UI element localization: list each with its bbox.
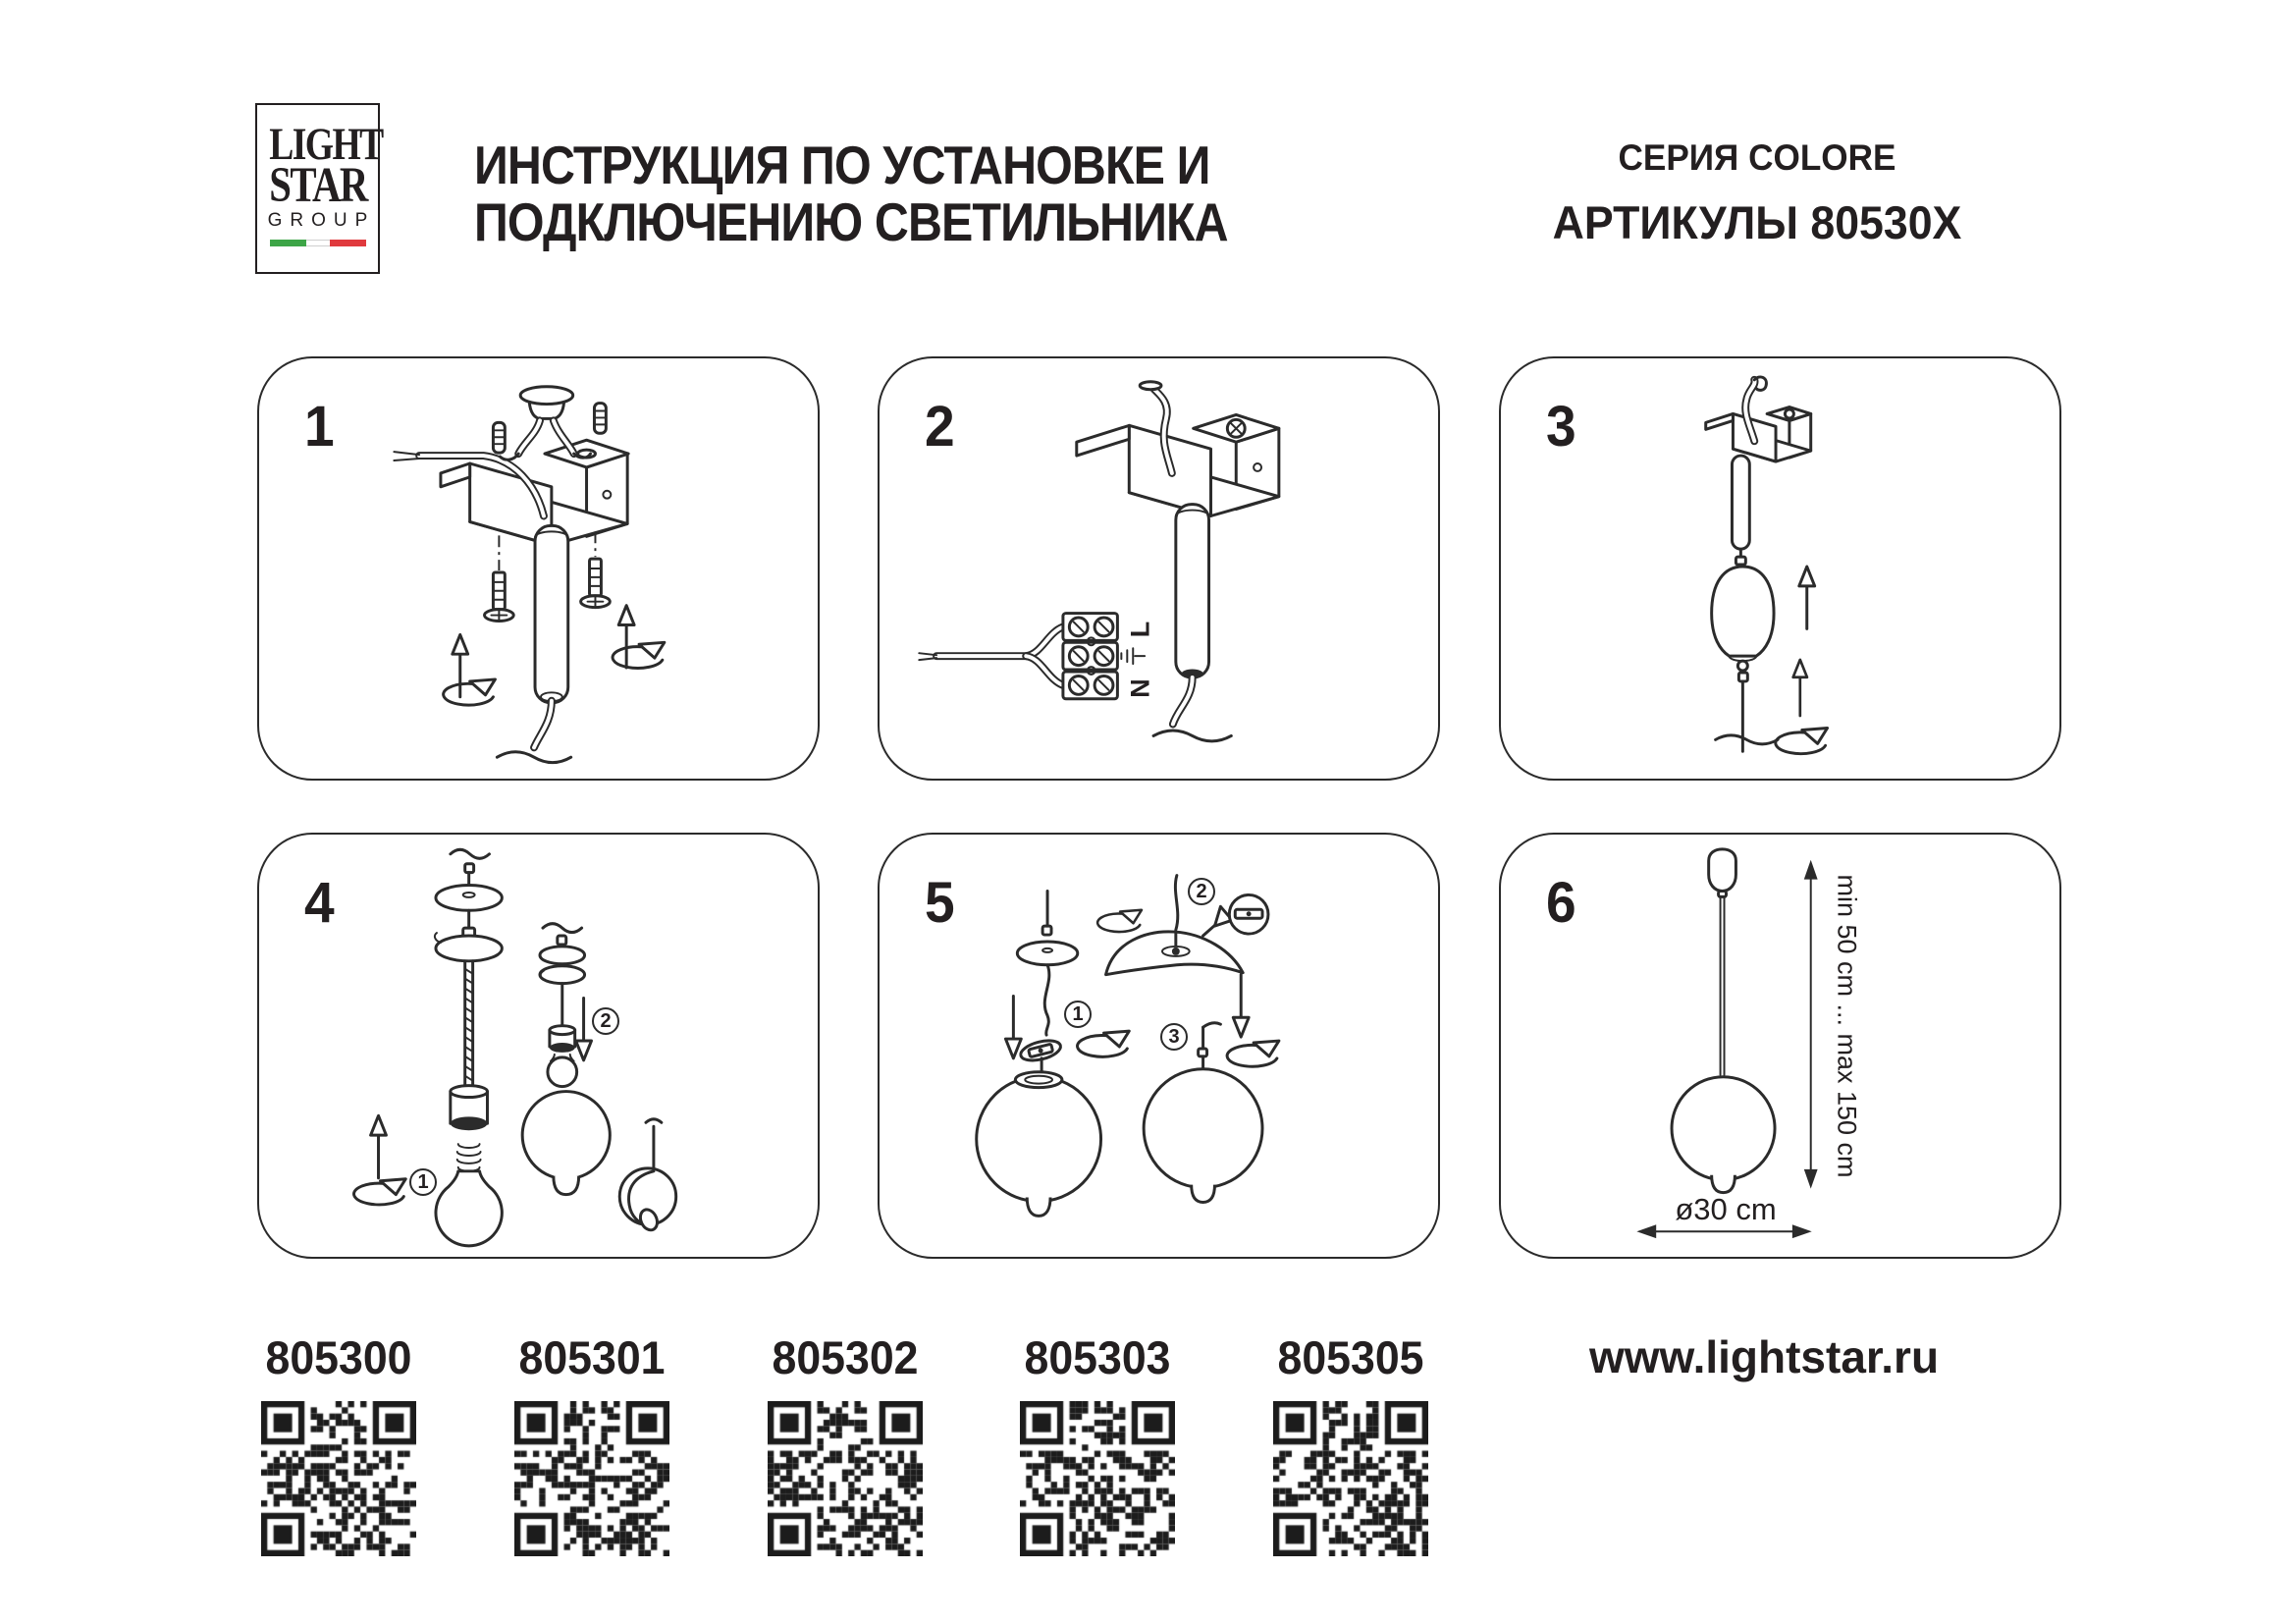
mounting-bracket-icon bbox=[1077, 414, 1279, 515]
globe-with-hook-icon bbox=[619, 1119, 675, 1233]
article-number-805300: 805300 bbox=[265, 1331, 412, 1383]
step-panel-2 bbox=[878, 356, 1440, 781]
terminal-label-l: L bbox=[1125, 621, 1155, 638]
lamp-socket-icon bbox=[550, 1026, 575, 1053]
ceiling-cup-icon bbox=[1709, 849, 1736, 897]
step-badge-2: 2 bbox=[592, 1007, 619, 1035]
step5-diagram bbox=[880, 835, 1438, 1257]
step-panel-4 bbox=[257, 833, 820, 1259]
up-arrow-icon bbox=[1793, 567, 1815, 716]
rotate-arrow-icon bbox=[1097, 910, 1142, 932]
qr-code-805305 bbox=[1273, 1401, 1428, 1556]
suspension-tube-icon bbox=[1732, 456, 1749, 567]
article-number-805305: 805305 bbox=[1277, 1331, 1424, 1383]
pendant-cord-icon bbox=[435, 849, 502, 1089]
article-number-805301: 805301 bbox=[518, 1331, 666, 1383]
step6-diagram bbox=[1501, 835, 2059, 1257]
detail-circle-icon bbox=[1229, 894, 1268, 934]
height-dimension-label: min 50 cm ... max 150 cm bbox=[1832, 874, 1862, 1178]
title-line-1: ИНСТРУКЦИЯ ПО УСТАНОВКЕ И bbox=[474, 135, 1210, 195]
qr-code-805303 bbox=[1020, 1401, 1175, 1556]
suspension-tube-icon bbox=[1153, 505, 1231, 741]
mounting-bracket-icon bbox=[1706, 407, 1811, 461]
article-number-805303: 805303 bbox=[1024, 1331, 1171, 1383]
website-link: www.lightstar.ru bbox=[1588, 1331, 1940, 1382]
earth-symbol-icon bbox=[1121, 648, 1145, 664]
panel-number: 5 bbox=[925, 871, 955, 935]
page-title bbox=[474, 136, 1228, 250]
step-panel-6 bbox=[1499, 833, 2061, 1259]
step-badge-3: 3 bbox=[1160, 1023, 1188, 1051]
title-line-2: ПОДКЛЮЧЕНИЮ СВЕТИЛЬНИКА bbox=[474, 191, 1228, 252]
flag-white bbox=[306, 240, 330, 246]
down-arrow-icon bbox=[1005, 996, 1021, 1057]
terminal-block-icon bbox=[919, 614, 1117, 699]
italian-flag-icon bbox=[270, 240, 366, 246]
light-bulb-icon bbox=[436, 1144, 502, 1246]
down-arrow-icon bbox=[576, 998, 592, 1059]
step-panel-1 bbox=[257, 356, 820, 781]
panel-number: 2 bbox=[925, 395, 955, 459]
step-badge-1: 1 bbox=[1064, 1001, 1092, 1028]
panel-number: 1 bbox=[304, 395, 335, 459]
qr-code-805301 bbox=[514, 1401, 669, 1556]
logo-light: LIGHT bbox=[269, 119, 383, 170]
article-number-805302: 805302 bbox=[772, 1331, 919, 1383]
ceiling-canopy-icon bbox=[1106, 876, 1244, 975]
height-dimension-icon bbox=[1804, 860, 1818, 1189]
logo-star: STAR bbox=[269, 158, 367, 213]
pendant-cord-icon bbox=[540, 924, 585, 1028]
step3-diagram bbox=[1501, 358, 2059, 779]
step-badge-1: 1 bbox=[409, 1168, 437, 1196]
rotate-arrow-icon bbox=[1227, 1041, 1279, 1066]
pointer-arrow-icon bbox=[1203, 906, 1233, 936]
lightstar-logo bbox=[255, 103, 383, 274]
step2-diagram bbox=[880, 358, 1438, 779]
down-arrow-icon bbox=[1233, 975, 1249, 1037]
series-block bbox=[1512, 137, 2002, 249]
terminal-label-n: N bbox=[1125, 678, 1155, 698]
lamp-socket-icon bbox=[451, 1086, 488, 1131]
flag-green bbox=[270, 240, 306, 246]
qr-code-805302 bbox=[768, 1401, 923, 1556]
globe-shade-icon bbox=[1144, 1023, 1262, 1203]
canopy-cup-icon bbox=[1712, 567, 1778, 751]
articles-label: АРТИКУЛЫ 80530X bbox=[1552, 196, 1962, 248]
step-panel-5 bbox=[878, 833, 1440, 1259]
panel-number: 6 bbox=[1546, 871, 1576, 935]
flag-red bbox=[330, 240, 366, 246]
pendant-cord-icon bbox=[1721, 896, 1725, 1074]
suspension-tube-icon bbox=[497, 525, 570, 762]
rotate-arrow-icon bbox=[1078, 1031, 1130, 1056]
rotate-arrow-icon bbox=[353, 1115, 405, 1205]
diameter-dimension-label: ø30 cm bbox=[1675, 1192, 1777, 1226]
qr-code-805300 bbox=[261, 1401, 416, 1556]
globe-shade-icon bbox=[522, 1092, 610, 1195]
panel-number: 3 bbox=[1546, 395, 1576, 459]
step-badge-2: 2 bbox=[1188, 878, 1215, 905]
panel-number: 4 bbox=[304, 871, 335, 935]
light-bulb-icon bbox=[548, 1055, 577, 1087]
globe-shade-icon bbox=[1672, 1077, 1775, 1193]
logo-group: GROUP bbox=[267, 210, 376, 231]
globe-shade-icon bbox=[977, 1058, 1101, 1217]
rotate-arrow-icon bbox=[1776, 728, 1828, 753]
step-panel-3 bbox=[1499, 356, 2061, 781]
step1-diagram bbox=[259, 358, 818, 779]
series-label: СЕРИЯ COLORE bbox=[1618, 137, 1896, 178]
step4-diagram bbox=[259, 835, 818, 1257]
